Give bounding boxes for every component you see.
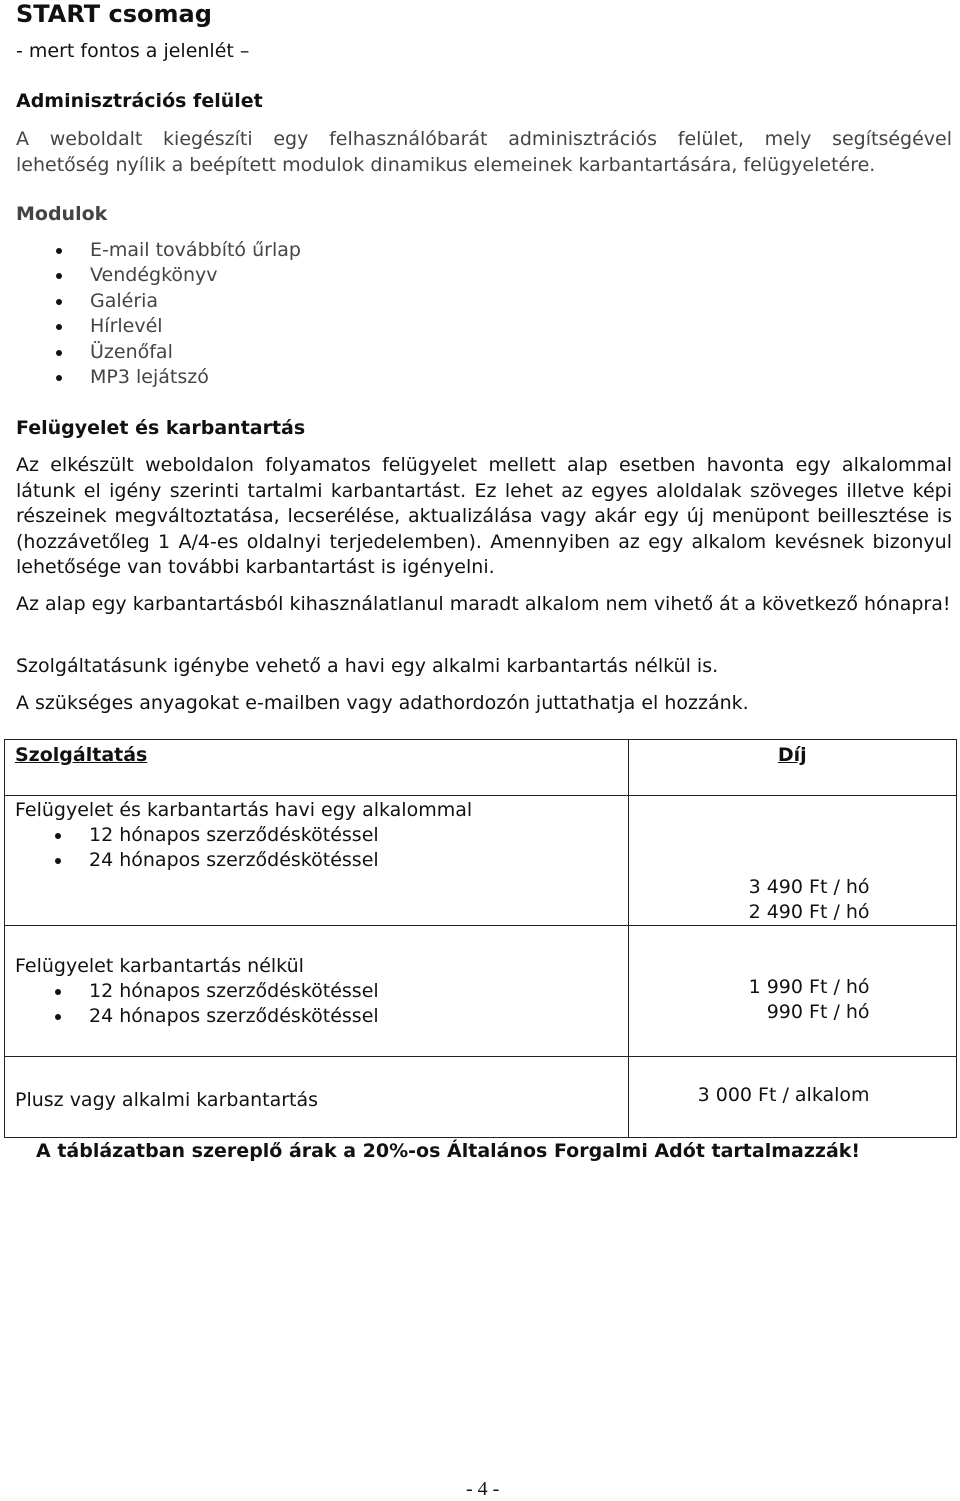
list-item: Üzenőfal [16, 340, 301, 365]
page-number: - 4 - [466, 1478, 500, 1500]
service-name: Felügyelet és karbantartás havi egy alkalommal [15, 799, 473, 821]
vat-note: A táblázatban szereplő árak a 20%-os Általános Forgalmi Adót tartalmazzák! [36, 1140, 861, 1162]
table-row [5, 926, 957, 1057]
list-item: 24 hónapos szerződéskötéssel [5, 848, 628, 873]
fee-block [674, 1057, 870, 1108]
service-name: Felügyelet karbantartás nélkül [15, 955, 304, 977]
fee-block [730, 926, 870, 1025]
admin-heading: Adminisztrációs felület [16, 90, 263, 112]
option-list [5, 979, 628, 1029]
service-cell [5, 1057, 629, 1138]
page-title: START csomag [16, 0, 212, 28]
table-header-row [5, 740, 957, 796]
maintenance-paragraph-2: Az alap egy karbantartásból kihasználatlanul maradt alkalom nem vihető át a következő hónapra! [16, 593, 951, 615]
list-item: 24 hónapos szerződéskötéssel [5, 1004, 628, 1029]
service-cell [5, 926, 629, 1057]
list-item: Hírlevél [16, 314, 301, 339]
fee-cell [628, 1057, 956, 1138]
list-item: Galéria [16, 289, 301, 314]
fee-value: 3 000 Ft / alkalom [697, 1084, 870, 1106]
fee-block [730, 796, 870, 925]
header-service: Szolgáltatás [15, 744, 148, 766]
admin-line-1: A weboldalt kiegészíti egy felhasználóbarát adminisztrációs felület, mely segítségével [16, 128, 952, 150]
option-list [5, 823, 628, 873]
pricing-table [4, 739, 957, 1138]
list-item: E-mail továbbító űrlap [16, 238, 301, 263]
modules-heading: Modulok [16, 203, 108, 225]
fee-cell [628, 796, 956, 926]
list-item: Vendégkönyv [16, 263, 301, 288]
maintenance-heading: Felügyelet és karbantartás [16, 417, 306, 439]
maintenance-paragraph-4: A szükséges anyagokat e-mailben vagy adathordozón juttathatja el hozzánk. [16, 692, 749, 714]
fee-cell [628, 926, 956, 1057]
subtitle: - mert fontos a jelenlét – [16, 40, 250, 62]
fee-value: 3 490 Ft / hó [748, 876, 870, 898]
table-row [5, 1057, 957, 1138]
maintenance-paragraph-1: Az elkészült weboldalon folyamatos felügyelet mellett alap esetben havonta egy alkalommal látunk el igény szerinti tartalmi karbantartást. Ez lehet az egyes aloldalak szöveges illetve képi részeinek megváltoztatása, lecserélése, aktualizálása vagy akár egy új menüpont beillesztése is (hozzávetőleg 1 A/4-es oldalnyi terjedelemben). Amennyiben az egy alkalom kevésnek bizonyul lehetősége van további karbantartást is igényelni. [16, 454, 952, 578]
modules-list [16, 238, 301, 390]
fee-value: 2 490 Ft / hó [748, 901, 870, 923]
fee-value: 1 990 Ft / hó [748, 976, 870, 998]
table-row [5, 796, 957, 926]
list-item: MP3 lejátszó [16, 365, 301, 390]
maintenance-paragraph-3: Szolgáltatásunk igénybe vehető a havi egy alkalmi karbantartás nélkül is. [16, 655, 719, 677]
list-item: 12 hónapos szerződéskötéssel [5, 823, 628, 848]
service-cell [5, 796, 629, 926]
service-name: Plusz vagy alkalmi karbantartás [15, 1089, 319, 1111]
list-item: 12 hónapos szerződéskötéssel [5, 979, 628, 1004]
header-fee-cell [628, 740, 956, 796]
fee-value: 990 Ft / hó [766, 1001, 870, 1023]
admin-paragraph [16, 127, 952, 178]
header-service-cell [5, 740, 629, 796]
admin-line-2: lehetőség nyílik a beépített modulok dinamikus elemeinek karbantartására, felügyeletére. [16, 153, 876, 176]
header-fee: Díj [777, 744, 807, 766]
